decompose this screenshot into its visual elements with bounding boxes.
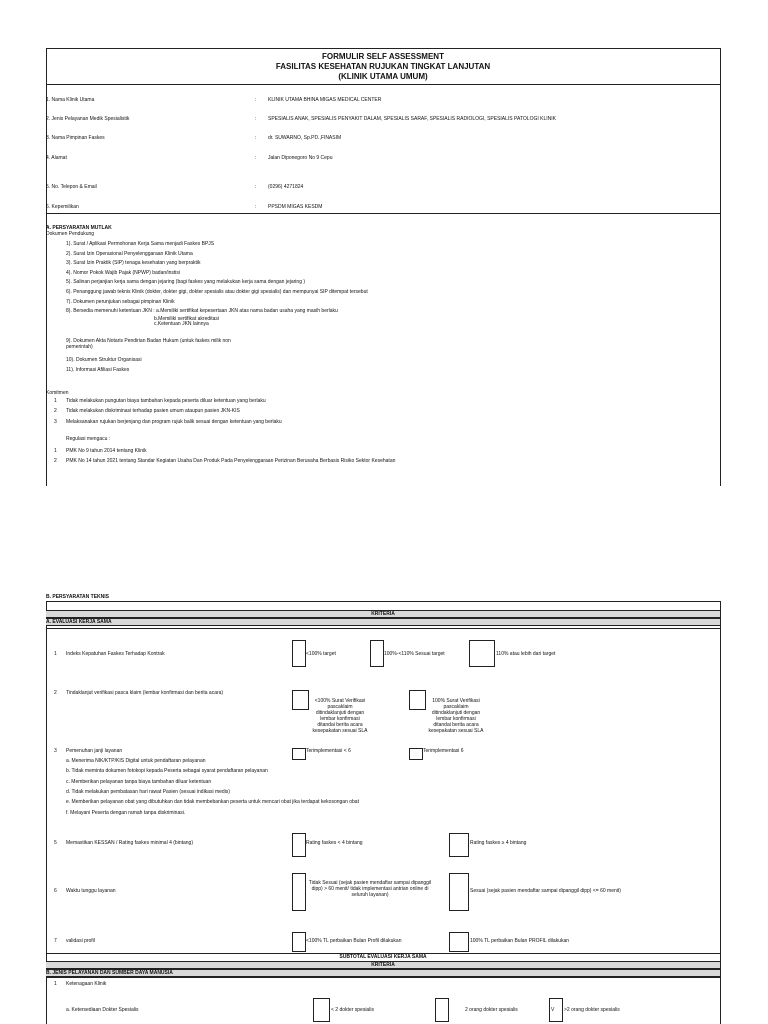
section-b-top-rule xyxy=(46,601,721,602)
form-title-line2: FASILITAS KESEHATAN RUJUKAN TINGKAT LANJUTAN xyxy=(275,62,491,71)
item-2-opt2-checkbox[interactable] xyxy=(409,690,426,710)
item-6-opt1-checkbox[interactable] xyxy=(292,873,306,911)
identity-divider xyxy=(46,213,721,214)
section-a-title: A. PERSYARATAN MUTLAK xyxy=(46,225,112,231)
b1a-opt2-checkbox[interactable] xyxy=(435,998,449,1022)
regulasi-text: PMK No 14 tahun 2021 tentang Standar Kegiatan Usaha Dan Produk Pada Penyelenggaraan Perizinan Berusaha Berbasis Risiko Sektor Kesehatan xyxy=(66,458,396,464)
regulasi-text: PMK No 9 tahun 2014 tentang Klinik xyxy=(66,448,147,454)
item-6-text: Waktu tunggu layanan xyxy=(66,888,116,894)
identity-label: 2. Jenis Pelayanan Medik Spesialistik xyxy=(46,116,130,122)
b1-no: 1 xyxy=(54,981,57,987)
item-1-opt2-label: 100%-<110% Sesuai target xyxy=(384,651,445,657)
komitmen-title: Komitmen xyxy=(46,390,69,396)
komitmen-no: 1 xyxy=(54,398,57,404)
form-title-line1: FORMULIR SELF ASSESSMENT xyxy=(322,52,444,61)
doc-item: 4). Nomor Pokok Wajib Pajak (NPWP) badan/instisi xyxy=(66,269,181,276)
identity-colon: : xyxy=(255,204,257,210)
item-3-opt2-checkbox[interactable] xyxy=(409,748,423,760)
b1a-opt3-checkbox[interactable] xyxy=(549,998,563,1022)
item-7-opt2-checkbox[interactable] xyxy=(449,932,469,952)
item-3-opt2-label: Terimplementasi 6 xyxy=(423,748,464,754)
item-5-opt2-label: Rating faskes ≥ 4 bintang xyxy=(470,840,527,846)
identity-value: KLINIK UTAMA BHINA MIGAS MEDICAL CENTER xyxy=(268,97,382,103)
item-5-no: 5 xyxy=(54,840,57,846)
regulasi-title: Regulasi mengacu : xyxy=(66,436,111,442)
item-5-opt2-checkbox[interactable] xyxy=(449,833,469,857)
identity-value: (0296) 4271824 xyxy=(268,184,304,190)
item-5-opt1-checkbox[interactable] xyxy=(292,833,306,857)
item-1-no: 1 xyxy=(54,651,57,657)
title-divider xyxy=(46,84,721,85)
group-a-rule xyxy=(46,628,721,629)
b1a-check-mark: V xyxy=(551,1007,555,1013)
item-7-no: 7 xyxy=(54,938,57,944)
item-3-sub: e. Memberikan pelayanan obat yang dibutuhkan dan tidak membebankan peserta untuk mencari obat jika terdapat kekosongan obat xyxy=(66,799,359,806)
identity-label: 1. Nama Klinik Utama xyxy=(46,97,95,103)
doc-item: 8). Bersedia memenuhi ketentuan JKN : a.Memiliki sertifikat kepesertaan JKN atas nama badan usaha yang masih berlaku xyxy=(66,308,338,315)
item-3-sub: c. Memberikan pelayanan tanpa biaya tambahan diluar ketentuan xyxy=(66,778,212,785)
regulasi-no: 1 xyxy=(54,448,57,454)
identity-value: SPESIALIS ANAK, SPESIALIS PENYAKIT DALAM, SPESIALIS SARAF, SPESIALIS RADIOLOGI, SPESIALIS PATOLOGI KLINIK xyxy=(268,116,556,122)
item-7-opt1-label: <100% TL perbaikan Bulan Profil dilakukan xyxy=(306,938,402,944)
item-3-sub: f. Melayani Peserta dengan ramah tanpa diskriminasi. xyxy=(66,809,186,816)
section-b-title: B. PERSYARATAN TEKNIS xyxy=(46,594,109,600)
identity-colon: : xyxy=(255,184,257,190)
item-1-opt1-label: <100% target xyxy=(306,651,336,657)
b1a-opt3-label: >2 orang dokter spesialis xyxy=(564,1007,620,1013)
item-1-opt3-label: 110% atau lebih dari target xyxy=(496,651,556,657)
identity-colon: : xyxy=(255,135,257,141)
subtotal-label: SUBTOTAL EVALUASI KERJA SAMA xyxy=(339,954,427,960)
identity-value: dr. SUWARNO, Sp.PD.,FINASIM xyxy=(268,135,342,141)
b1a-opt1-label: < 2 dokter spesialis xyxy=(331,1007,374,1013)
b1a-opt1-checkbox[interactable] xyxy=(313,998,330,1022)
item-7-opt1-checkbox[interactable] xyxy=(292,932,306,952)
item-5-opt1-label: Rating faskes < 4 bintang xyxy=(306,840,363,846)
table-right-border xyxy=(720,601,721,1024)
item-3-no: 3 xyxy=(54,748,57,754)
section-a-subtitle: Dokumen Pendukung xyxy=(46,231,95,237)
identity-value: Jalan Diponegoro No 9 Cepu xyxy=(268,155,333,161)
doc-item-10: 10). Dokumen Struktur Organisasi xyxy=(66,357,142,363)
b1a-text: a. Ketersediaan Dokter Spesialis xyxy=(66,1007,139,1013)
item-6-opt2-label: Sesuai (sejak pasien mendaftar sampai dipanggil dipp) <= 60 menit) xyxy=(470,888,621,894)
identity-label: 5. No. Telepon & Email xyxy=(46,184,97,190)
doc-item: 6). Penanggung jawab teknis Klinik (dokter, dokter gigi, dokter spesialis atau dokter gigi spesialis) dan mempunyai SIP ditempat tersebut xyxy=(66,289,368,295)
item-1-opt3-checkbox[interactable] xyxy=(469,640,495,667)
identity-colon: : xyxy=(255,116,257,122)
item-6-opt2-checkbox[interactable] xyxy=(449,873,469,911)
item-3-opt1-checkbox[interactable] xyxy=(292,748,306,760)
komitmen-no: 2 xyxy=(54,408,57,414)
komitmen-text: Melaksanakan rujukan berjenjang dan program rujuk balik sesuai dengan ketentuan yang berlaku xyxy=(66,419,282,425)
item-1-opt2-checkbox[interactable] xyxy=(370,640,384,667)
identity-colon: : xyxy=(255,97,257,103)
item-6-opt1-label: Tidak Sesuai (sejak pasien mendaftar sampai dipanggil dipp) > 60 menit/ tidak implementasi antrian online di seluruh layanan) xyxy=(308,880,432,898)
komitmen-text: Tidak melakukan diskriminasi terhadap pasien umum ataupun pasien JKN-KIS xyxy=(66,408,240,414)
kriteria-header-2: KRITERIA xyxy=(46,961,720,969)
doc8-sub-c: c.Ketentuan JKN lainnya xyxy=(154,321,209,327)
item-2-opt1-label: <100% Surat Verifikasi pascaklaim ditindaklanjuti dengan lembar konfirmasi ditandai berita acara kesepakatan sesuai SLA xyxy=(312,698,368,734)
item-3-sub: d. Tidak melakukan pembatasan hari rawat Pasien (sesuai indikasi medis) xyxy=(66,788,230,795)
group-a-header: A. EVALUASI KERJA SAMA xyxy=(46,618,720,626)
kriteria-header-1: KRITERIA xyxy=(46,610,720,618)
b1-text: Ketenagaan Klinik xyxy=(66,981,107,987)
item-1-text: Indeks Kepatuhan Faskes Terhadap Kontrak xyxy=(66,651,165,657)
item-3-sub: b. Tidak meminta dokumen fotokopi kepada Peserta sebagai syarat pendaftaran pelayanan xyxy=(66,768,268,775)
item-2-opt1-checkbox[interactable] xyxy=(292,690,309,710)
doc-item: 5). Salinan perjanjian kerja sama dengan jejaring (bagi faskes yang melakukan kerja sama dengan jejaring ) xyxy=(66,279,306,286)
identity-label: 3. Nama Pimpinan Faskes xyxy=(46,135,105,141)
group-b-header: B. JENIS PELAYANAN DAN SUMBER DAYA MANUSIA xyxy=(46,969,720,977)
group-b-rule xyxy=(46,977,721,978)
komitmen-no: 3 xyxy=(54,419,57,425)
item-7-text: validasi profil xyxy=(66,938,95,944)
doc-item: 3). Surat Izin Praktik (SIP) tenaga kesehatan yang berpraktik xyxy=(66,260,201,267)
item-3-opt1-label: Terimplementasi < 6 xyxy=(306,748,351,754)
doc8-sub-b: b.Memiliki sertifikat akreditasi xyxy=(154,316,220,322)
b1a-opt2-label: 2 orang dokter spesialis xyxy=(465,1007,518,1013)
item-3-text: Pemenuhan janji layanan xyxy=(66,748,123,754)
doc-item: 1). Surat / Aplikasi Permohonan Kerja Sama menjadi Faskes BPJS xyxy=(66,241,215,247)
komitmen-text: Tidak melakukan pungutan biaya tambahan kepada peserta diluar ketentuan yang berlaku xyxy=(66,398,266,404)
item-2-opt2-label: 100% Surat Verifikasi pascaklaim ditindaklanjuti dengan lembar konfirmasi ditandai berita acara kesepakatan sesuai SLA xyxy=(428,698,484,734)
item-5-text: Memastikan KESSAN / Rating faskes minimal 4 (bintang) xyxy=(66,840,193,846)
item-2-no: 2 xyxy=(54,690,57,696)
form-title-line3: (KLINIK UTAMA UMUM) xyxy=(338,72,428,81)
item-3-sub: a. Menerima NIK/KTP/KIS Digital untuk pendaftaran pelayanan xyxy=(66,758,206,764)
doc-item-11: 11). Informasi Afiliasi Faskes xyxy=(66,367,130,373)
item-6-no: 6 xyxy=(54,888,57,894)
doc-item: 7). Dokumen perunjukan sebagai pimpinan Klinik xyxy=(66,298,175,305)
item-1-opt1-checkbox[interactable] xyxy=(292,640,306,667)
doc-item-9: 9). Dokumen Akta Notaris Pendirian Badan Hukum (untuk faskes milik non pemerintah) xyxy=(66,338,231,350)
identity-label: 4. Alamat xyxy=(46,155,67,161)
item-7-opt2-label: 100% TL perbaikan Bulan PROFIL dilakukan xyxy=(470,938,570,944)
identity-colon: : xyxy=(255,155,257,161)
doc-item: 2). Surat Izin Operasional Penyelenggaraan Klinik Utama xyxy=(66,250,193,257)
identity-label: 6. Kepemilikan xyxy=(46,204,79,210)
identity-value: PPSDM MIGAS KESDM xyxy=(268,204,323,210)
item-2-text: Tindaklanjut verifikasi pasca klaim (lembar konfirmasi dan berita acara) xyxy=(66,690,224,696)
regulasi-no: 2 xyxy=(54,458,57,464)
